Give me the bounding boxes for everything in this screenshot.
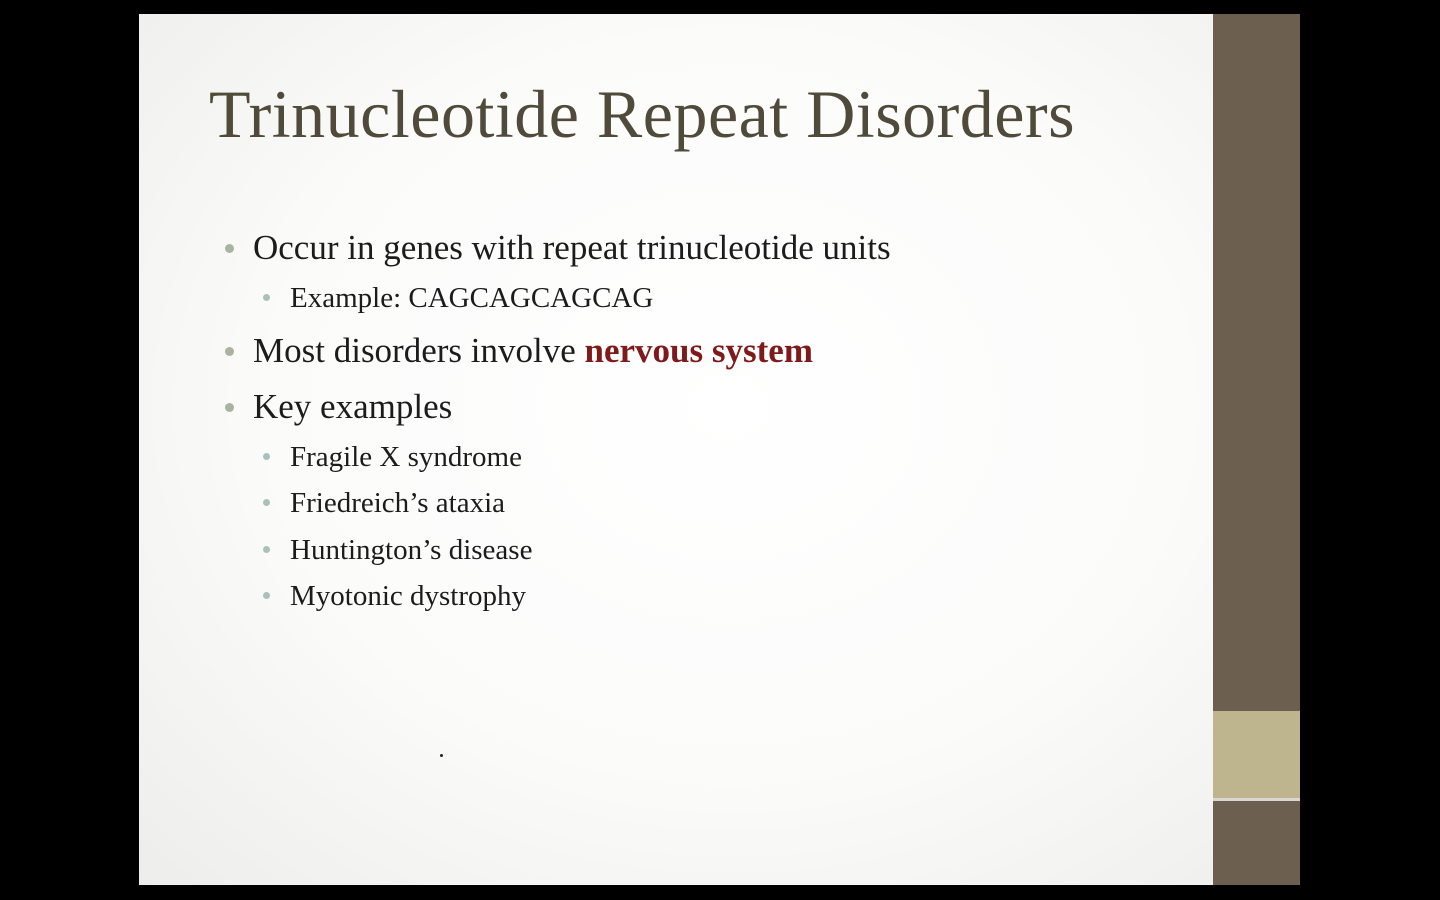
- bullet-text: Occur in genes with repeat trinucleotide units: [253, 228, 891, 267]
- sub-bullet-item: [290, 533, 532, 567]
- sub-bullet-item: [290, 579, 526, 613]
- pointer-dot-icon: [440, 754, 443, 757]
- bullet-list: [139, 14, 1213, 885]
- bullet-dot-icon: [225, 244, 234, 253]
- sub-bullet-item: [290, 486, 505, 520]
- bullet-text: Huntington’s disease: [290, 534, 533, 566]
- bullet-text: Most disorders involve: [253, 331, 585, 370]
- bullet-dot-icon: [263, 294, 270, 301]
- bullet-dot-icon: [263, 453, 270, 460]
- slide-title: Trinucleotide Repeat Disorders: [209, 76, 1076, 152]
- bullet-item: [253, 331, 813, 371]
- side-accent-block: [1213, 711, 1300, 798]
- bullet-dot-icon: [225, 403, 234, 412]
- bullet-dot-icon: [263, 546, 270, 553]
- bullet-text: Myotonic dystrophy: [290, 580, 527, 612]
- bullet-dot-icon: [263, 499, 270, 506]
- bullet-dot-icon: [225, 347, 234, 356]
- bullet-text: Example: CAGCAGCAGCAG: [290, 282, 654, 314]
- bullet-text: Key examples: [253, 387, 453, 426]
- side-stripe: [1213, 798, 1300, 801]
- bullet-dot-icon: [263, 592, 270, 599]
- bullet-item: [253, 387, 452, 427]
- bullet-item: [253, 228, 891, 268]
- slide: [139, 14, 1213, 885]
- sub-bullet-item: [290, 281, 653, 315]
- bullet-text: Friedreich’s ataxia: [290, 487, 505, 519]
- bullet-text: Fragile X syndrome: [290, 441, 522, 473]
- emphasis-text: nervous system: [584, 331, 813, 370]
- sub-bullet-item: [290, 440, 522, 474]
